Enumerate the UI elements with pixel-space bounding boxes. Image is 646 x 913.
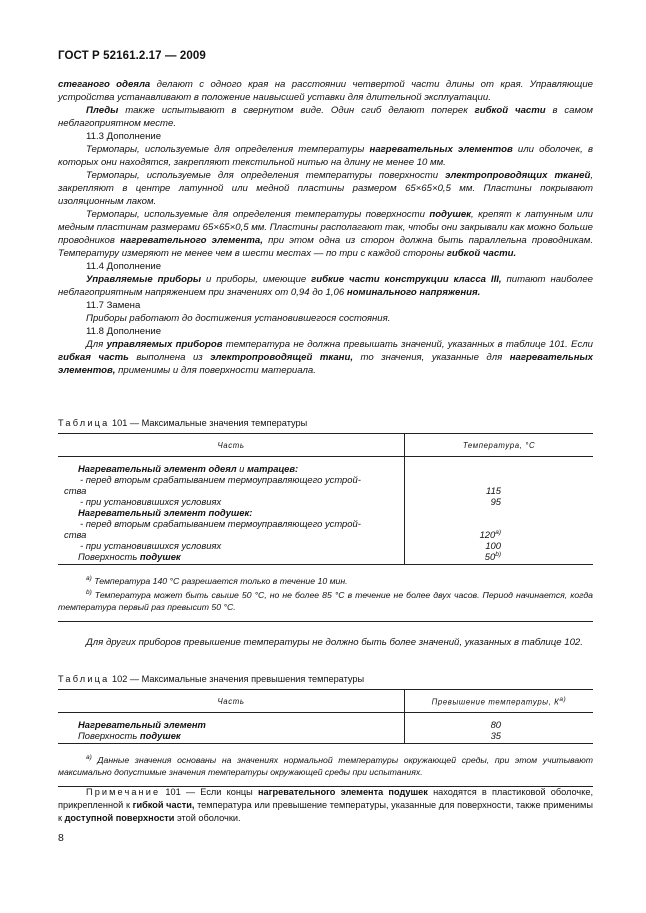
paragraph bbox=[58, 78, 593, 104]
term: доступной поверхности bbox=[64, 813, 175, 823]
row-label: - перед вторым срабатыванием термоуправляющего устрой- bbox=[80, 474, 361, 485]
text: Поверхность bbox=[78, 730, 140, 741]
footnote-marker: b) bbox=[495, 551, 501, 559]
column-header-temperature-rise bbox=[405, 690, 594, 713]
row-label: Нагревательный элемент подушек: bbox=[78, 507, 253, 518]
table-footnotes bbox=[58, 565, 593, 622]
text: Поверхность bbox=[78, 551, 140, 563]
text: в самом неблагоприятном месте. bbox=[58, 105, 594, 129]
main-text bbox=[58, 78, 593, 377]
text: Для других приборов превышение температуры не должно быть более значений, указанных в таблице 102. bbox=[86, 637, 583, 648]
cell-value bbox=[405, 529, 594, 540]
text: Термопары, используемые для определения температуры поверхности bbox=[86, 170, 446, 181]
text: также испытывают в свернутом виде. Один сгиб делают поперек bbox=[118, 105, 475, 116]
text: , крепят к латунным или медным пластинам размерами 65×65×0,5 мм. Пластины располагают так, чтобы они закрывали как можно больше проводников bbox=[58, 209, 593, 246]
table-102 bbox=[58, 689, 593, 787]
term: стеганого одеяла bbox=[58, 79, 151, 90]
term: подушек bbox=[429, 209, 472, 220]
term: нагревательного элемента подушек bbox=[257, 787, 428, 797]
footnote-b bbox=[58, 587, 593, 613]
value: 120 bbox=[479, 529, 496, 541]
row-label: Нагревательный элемент bbox=[78, 719, 206, 730]
paragraph bbox=[58, 169, 593, 208]
footnote-marker: b) bbox=[86, 589, 92, 597]
paragraph: Приборы работают до достижения установившегося состояния. bbox=[86, 313, 391, 324]
term: Нагревательный элемент одеял bbox=[78, 463, 237, 474]
note-prefix: Примечание bbox=[86, 787, 161, 797]
text: этой оболочки. bbox=[174, 813, 241, 823]
term: гибкие части конструкции класса III, bbox=[311, 274, 502, 285]
page-number: 8 bbox=[58, 832, 64, 844]
table-row bbox=[58, 730, 593, 744]
footnote-marker: а) bbox=[86, 754, 92, 761]
table-101-caption bbox=[58, 418, 307, 428]
cell-value: 35 bbox=[405, 730, 594, 744]
text: Температура может быть свыше 50 °С, но не более 85 °С в течение не более двух часов. Период начинается, когда температура первый раз превысит 50 °С. bbox=[58, 590, 593, 613]
text: 101 — Если концы bbox=[160, 787, 258, 797]
paragraph bbox=[58, 636, 593, 649]
table-102-caption bbox=[58, 674, 364, 684]
term: управляемых приборов bbox=[106, 339, 223, 350]
section-heading: 11.3 Дополнение bbox=[86, 131, 162, 142]
table-header-row bbox=[58, 690, 593, 713]
caption-text: 102 — Максимальные значения превышения температуры bbox=[109, 674, 365, 684]
text: температура не должна превышать значений, указанных в таблице 101. Если bbox=[222, 339, 593, 350]
caption-prefix: Таблица bbox=[58, 674, 110, 684]
paragraph bbox=[58, 143, 593, 169]
table-footnotes bbox=[58, 744, 593, 787]
text: , закрепляют в центре латунной или медной пластины размером 65×65×0,5 мм. Пластины покрывают изоляционным лаком. bbox=[58, 170, 593, 207]
footnote-marker: a) bbox=[495, 529, 501, 536]
column-header-part: Часть bbox=[58, 434, 405, 457]
text: Превышение температуры, К bbox=[431, 697, 560, 707]
text: или оболочек, в которых они находятся, закрепляют текстильной нитью на длину не менее 10 мм. bbox=[58, 144, 593, 168]
text: делают с одного края на расстоянии четвертой части длины от края. Управляющие устройства устанавливают в положение наивысшей уставки для длительной эксплуатации. bbox=[58, 79, 593, 103]
paragraph bbox=[58, 104, 593, 130]
caption-text: 101 — Максимальные значения температуры bbox=[109, 418, 308, 428]
row-label: - перед вторым срабатыванием термоуправляющего устрой- bbox=[80, 518, 361, 529]
text: Температура 140 °С разрешается только в течение 10 мин. bbox=[91, 576, 348, 587]
table-row bbox=[58, 507, 593, 518]
text: выполнена из bbox=[128, 352, 211, 363]
text: и приборы, имеющие bbox=[201, 274, 312, 285]
text: температура или превышение температуры, указанные для поверхности, также применимы к bbox=[58, 800, 593, 823]
table-row bbox=[58, 485, 593, 496]
text: Термопары, используемые для определения температуры bbox=[86, 144, 370, 155]
table-row bbox=[58, 457, 593, 475]
cell-value: 95 bbox=[490, 496, 501, 507]
text: то значения, указанные для bbox=[353, 352, 510, 363]
cell-value bbox=[405, 551, 594, 565]
term: электропроводящей ткани, bbox=[210, 352, 353, 363]
table-row bbox=[58, 474, 593, 485]
paragraph bbox=[58, 273, 593, 299]
term: нагревательных элементов, bbox=[58, 352, 594, 376]
footnote-a bbox=[58, 573, 593, 587]
table-101 bbox=[58, 433, 593, 622]
text: Для bbox=[86, 339, 107, 350]
term: подушек bbox=[139, 551, 181, 563]
table-row bbox=[58, 496, 593, 507]
footnote-marker: а) bbox=[559, 695, 567, 703]
term: гибкой части, bbox=[132, 800, 195, 810]
term: подушек bbox=[139, 730, 181, 741]
row-label bbox=[64, 551, 404, 562]
footnote-a bbox=[58, 752, 593, 778]
text: находятся в пластиковой оболочке, прикрепленной к bbox=[58, 787, 593, 810]
term: гибкой части bbox=[474, 105, 546, 116]
term: гибкая часть bbox=[58, 352, 129, 363]
text: Термопары, используемые для определения температуры поверхности bbox=[86, 209, 430, 220]
document-header: ГОСТ Р 52161.2.17 — 2009 bbox=[58, 50, 206, 62]
column-header-temperature: Температура, °С bbox=[405, 434, 594, 457]
row-label bbox=[64, 730, 404, 741]
term: нагревательных элементов bbox=[369, 144, 513, 155]
text: применимы и для поверхности материала. bbox=[115, 365, 316, 376]
term: матрацев: bbox=[247, 463, 299, 474]
table-header-row bbox=[58, 434, 593, 457]
section-heading: 11.4 Дополнение bbox=[86, 261, 162, 272]
paragraph bbox=[58, 208, 593, 260]
term: Пледы bbox=[86, 105, 119, 116]
table-row bbox=[58, 529, 593, 540]
section-heading: 11.7 Замена bbox=[86, 300, 141, 311]
cell-value: 80 bbox=[490, 719, 501, 730]
term: электропроводящих тканей bbox=[445, 170, 591, 181]
term: нагревательного элемента, bbox=[120, 235, 263, 246]
table-row bbox=[58, 518, 593, 529]
text: при этом одна из сторон должна быть параллельна проводникам. Температуру измеряют не менее чем в шести местах — по три с каждой стороны bbox=[58, 235, 593, 259]
caption-prefix: Таблица bbox=[58, 418, 110, 428]
term: номинального напряжения. bbox=[346, 287, 481, 298]
section-heading: 11.8 Дополнение bbox=[86, 326, 162, 337]
table-row bbox=[58, 713, 593, 731]
footnote-marker: a) bbox=[86, 575, 92, 583]
paragraph bbox=[58, 338, 593, 377]
value: 50 bbox=[484, 551, 496, 563]
text: и bbox=[236, 463, 247, 474]
term: Управляемые приборы bbox=[86, 274, 202, 285]
text: Данные значения основаны на значениях нормальной температуры окружающей среды, при этом учитывают максимально допустимые значения температуры окружающей среды при испытаниях. bbox=[58, 754, 593, 777]
table-row bbox=[58, 551, 593, 565]
row-label: ства bbox=[58, 485, 405, 496]
row-label: - при установившихся условиях bbox=[80, 540, 222, 552]
table-row bbox=[58, 540, 593, 551]
cell-value: 115 bbox=[486, 485, 501, 496]
term: гибкой части. bbox=[446, 248, 517, 259]
note-101 bbox=[58, 786, 593, 825]
row-label: - при установившихся условиях bbox=[80, 496, 222, 507]
text: питают наиболее неблагоприятным напряжением при значениях от 0,94 до 1,06 bbox=[58, 274, 593, 298]
cell-value: 100 bbox=[485, 540, 501, 552]
column-header-part: Часть bbox=[58, 690, 405, 713]
row-label: ства bbox=[58, 529, 405, 540]
row-label bbox=[64, 463, 404, 474]
